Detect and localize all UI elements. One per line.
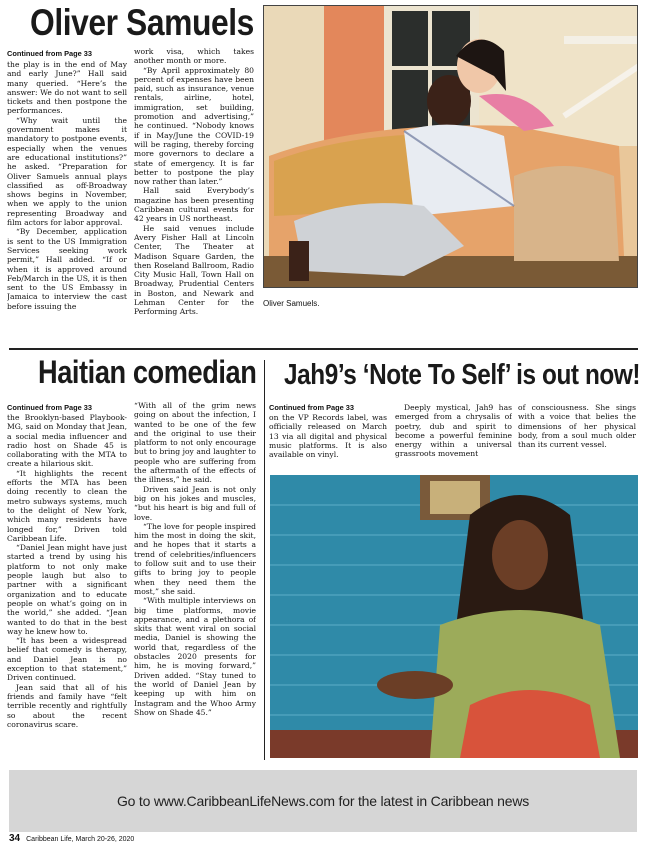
website-banner[interactable]: [9, 770, 637, 832]
paragraph: Jean said that all of his friends and family have “felt terrible recently and rightfully so about the recent coronavirus scare.: [7, 682, 127, 729]
article-column: [269, 413, 387, 469]
paragraph: He said venues include Avery Fisher Hall at Lincoln Center, The Theater at Madison Square Garden, the then Roseland Ballroom, Radio City Music Hall, Town Hall on Broadway, Prudential Centers in Boston, and Newark and Lehman Center for the Performing Arts.: [134, 223, 254, 317]
article-column: [7, 413, 127, 763]
paragraph: “Why wait until the government makes it mandatory to postpone events, especially when the venues are educational institutions?” he asked. “Preparation for Oliver Samuels annual plays classified as off-Broadway shows begins in November, when we apply to the union representing Broadway and film actors for labor approval.: [7, 115, 127, 228]
headline-haitian-comedian: Haitian comedian: [38, 354, 257, 390]
paragraph: “With all of the grim news going on about the infection, I wanted to be one of the few and the original to use their platform to not only encourage but to bring joy and laughter to people who are suffering from the aftermath of the effects of the illness,” he said.: [134, 401, 256, 485]
paragraph: the play is in the end of May and early June?” Hall said many queried. “Here’s the answer: We do not want to sell tickets and then postpone the performances.: [7, 60, 127, 116]
section-divider: [9, 348, 638, 350]
continued-label: Continued from Page 33: [269, 403, 355, 412]
paragraph: of consciousness. She sings with a voice that belies the dimensions of her physical body, from a soul much older than its current vessel.: [518, 403, 636, 450]
paragraph: Deeply mystical, Jah9 has emerged from a chrysalis of poetry, dub and spirit to become a powerful feminine energy within a universal grassroots movement: [395, 403, 512, 459]
paragraph: “Daniel Jean might have just started a trend by using his platform to not only make people laugh but also to partner with a significant organization and to educate people on what’s going on in the world,” she added. “Jean wanted to do that in the best way he knew how to.: [7, 543, 127, 636]
headline-oliver-samuels: Oliver Samuels: [30, 2, 254, 43]
paragraph: work visa, which takes another month or more.: [134, 47, 254, 66]
oliver-samuels-photo: [263, 5, 638, 288]
paragraph: Driven said Jean is not only big on his jokes and muscles, “but his heart is big and full of love.: [134, 484, 256, 522]
continued-label: Continued from Page 33: [7, 403, 93, 412]
paragraph: “The love for people inspired him the most in doing the skit, and he hopes that it starts a trend of celebrities/influencers to follow suit and to use their gifts to bring joy to people when they need them the most,” she said.: [134, 521, 256, 596]
article-column: [134, 401, 256, 763]
photo-caption: Oliver Samuels.: [263, 299, 320, 308]
paragraph: “By April approximately 80 percent of expenses have been paid, such as insurance, venue rentals, airline, hotel, immigration, set building, promotion and advertising,” he continued. “Nobody knows if in May/June the COVID-19 will be raging, thereby forcing more governors to declare a state of emergency. It is far better to postpone the play now rather than later.”: [134, 65, 254, 187]
stage-scene-image: [264, 6, 638, 288]
article-column: [7, 60, 127, 340]
jah9-photo: [270, 475, 638, 758]
paragraph: “With multiple interviews on big time platforms, movie appearance, and a plethora of skits that went viral on social media, Daniel is showing the world that, regardless of the obstacles 2020 presents for him, he is moving forward,” Driven added. “Stay tuned to the world of Daniel Jean by keeping up with him on Instagram and the Whoo Army Show on Shade 45.”: [134, 596, 256, 717]
banner-text: Go to www.CaribbeanLifeNews.com for the latest in Caribbean news: [116, 793, 530, 809]
continued-label: Continued from Page 33: [7, 49, 93, 58]
column-divider: [264, 360, 265, 760]
paragraph: the Brooklyn-based Playbook-MG, said on Monday that Jean, a social media influencer and radio host on Shade 45 is collaborating with the MTA to create a hilarious skit.: [7, 413, 127, 469]
publication-date: Caribbean Life, March 20-26, 2020: [26, 836, 135, 843]
headline-jah9: Jah9’s ‘Note To Self’ is out now!: [284, 359, 641, 391]
paragraph: “It has been a widespread belief that comedy is therapy, and Daniel Jean is no exception to that statement,” Driven continued.: [7, 636, 127, 683]
paragraph: on the VP Records label, was officially released on March 13 via all digital and physical music platforms. It is also available on vinyl.: [269, 413, 387, 460]
portrait-image: [270, 475, 638, 758]
article-column: [134, 47, 254, 340]
article-column: [518, 403, 636, 469]
article-column: [395, 403, 512, 469]
page-footer: [9, 833, 134, 844]
paragraph: “It highlights the recent efforts the MTA has been doing recently to clean the metro subways systems, much to the delight of New York, which many residents have longed for,” Driven told Caribbean Life.: [7, 468, 127, 543]
page-number: 34: [9, 833, 21, 844]
paragraph: “By December, application is sent to the US Immigration Services seeking work permit,” Hall added. “If or when it is approved around Feb/March in the US, it is then sent to the US Embassy in Jamaica to interview the cast before issuing the: [7, 227, 127, 311]
paragraph: Hall said Everybody’s magazine has been presenting Caribbean cultural events for 42 years in US northeast.: [134, 186, 254, 224]
